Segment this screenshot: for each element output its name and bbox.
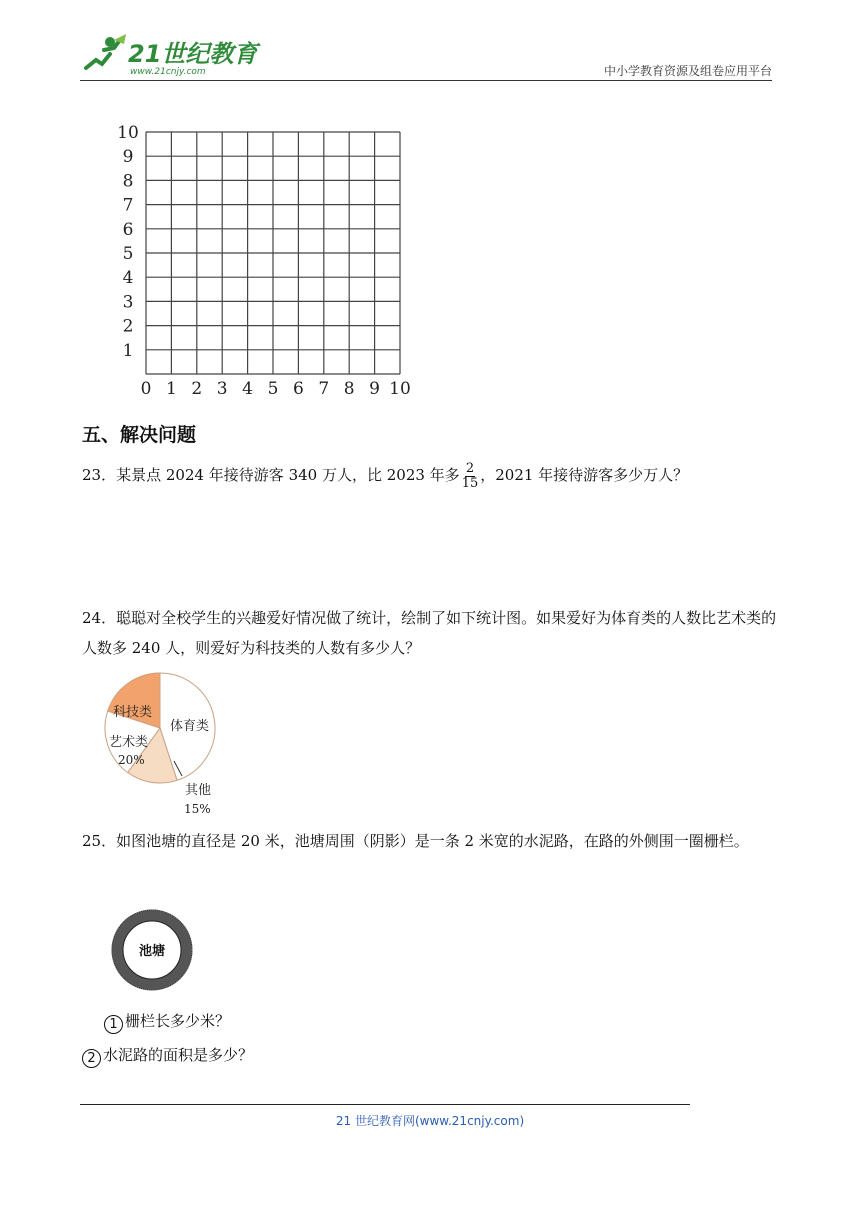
question-text: 如图池塘的直径是 20 米，池塘周围（阴影）是一条 2 米宽的水泥路，在路的外侧围一圈栅栏。	[116, 832, 749, 850]
fraction-numerator: 2	[465, 460, 475, 476]
pie-label-art-pct: 20%	[118, 753, 145, 767]
x-tick-label: 8	[343, 379, 355, 399]
x-tick-label: 9	[369, 379, 381, 399]
question-25	[82, 826, 782, 856]
question-23	[82, 460, 782, 491]
x-tick-label: 2	[191, 379, 203, 399]
x-tick-label: 10	[389, 379, 411, 399]
x-tick-label: 0	[140, 379, 152, 399]
y-tick-label: 2	[122, 316, 134, 337]
interest-pie-chart	[100, 668, 230, 818]
sub-question-text: 栅栏长多少米？	[125, 1012, 231, 1030]
circled-number-2: 2	[82, 1049, 101, 1068]
y-tick-label: 1	[122, 340, 134, 361]
x-tick-label: 7	[318, 379, 330, 399]
sub-question-1	[104, 1010, 230, 1034]
question-number: 23．	[82, 466, 117, 484]
site-title: 中小学教育资源及组卷应用平台	[603, 64, 772, 78]
fraction	[462, 462, 479, 491]
section-title: 五、解决问题	[82, 424, 197, 446]
question-text: 聪聪对全校学生的兴趣爱好情况做了统计，绘制了如下统计图。如果爱好为体育类的人数比艺术类的人数多 240 人，则爱好为科技类的人数有多少人？	[82, 609, 777, 657]
pie-label-tech: 科技类	[113, 705, 153, 720]
site-logo	[80, 28, 280, 78]
pie-label-sports: 体育类	[170, 719, 210, 734]
runner-icon	[86, 34, 126, 68]
pie-label-art: 艺术类	[109, 735, 149, 750]
header-divider	[80, 80, 772, 81]
sub-question-2	[82, 1044, 253, 1068]
footer-divider	[80, 1104, 690, 1105]
sub-question-text: 水泥路的面积是多少？	[103, 1046, 254, 1064]
x-tick-label: 5	[267, 379, 279, 399]
question-number: 24．	[82, 609, 117, 627]
x-tick-label: 3	[216, 379, 228, 399]
question-24	[82, 603, 782, 663]
y-tick-label: 8	[122, 171, 134, 192]
pond-label: 池塘	[138, 944, 166, 959]
question-text: 某景点 2024 年接待游客 340 万人，比 2023 年多	[116, 466, 460, 484]
y-tick-label: 10	[117, 123, 139, 143]
y-tick-label: 7	[122, 195, 134, 216]
circled-number-1: 1	[104, 1015, 123, 1034]
coordinate-grid	[108, 122, 418, 404]
pie-label-other: 其他	[185, 783, 212, 798]
pie-label-other-pct: 15%	[184, 802, 211, 816]
y-tick-label: 5	[122, 244, 134, 264]
question-text-end: ，2021 年接待游客多少万人？	[480, 466, 689, 484]
footer-text: 21 世纪教育网(www.21cnjy.com)	[335, 1114, 525, 1128]
logo-url: www.21cnjy.com	[130, 67, 206, 77]
y-tick-label: 3	[122, 292, 134, 313]
pond-figure	[108, 908, 196, 992]
x-tick-label: 1	[165, 379, 177, 399]
y-tick-label: 6	[122, 219, 134, 240]
y-tick-label: 4	[122, 268, 134, 289]
fraction-denominator: 15	[461, 475, 479, 491]
logo-text: 21世纪教育	[128, 40, 258, 68]
x-tick-label: 4	[242, 379, 254, 399]
x-tick-label: 6	[292, 379, 304, 399]
y-tick-label: 9	[122, 147, 134, 168]
question-number: 25．	[82, 832, 117, 850]
